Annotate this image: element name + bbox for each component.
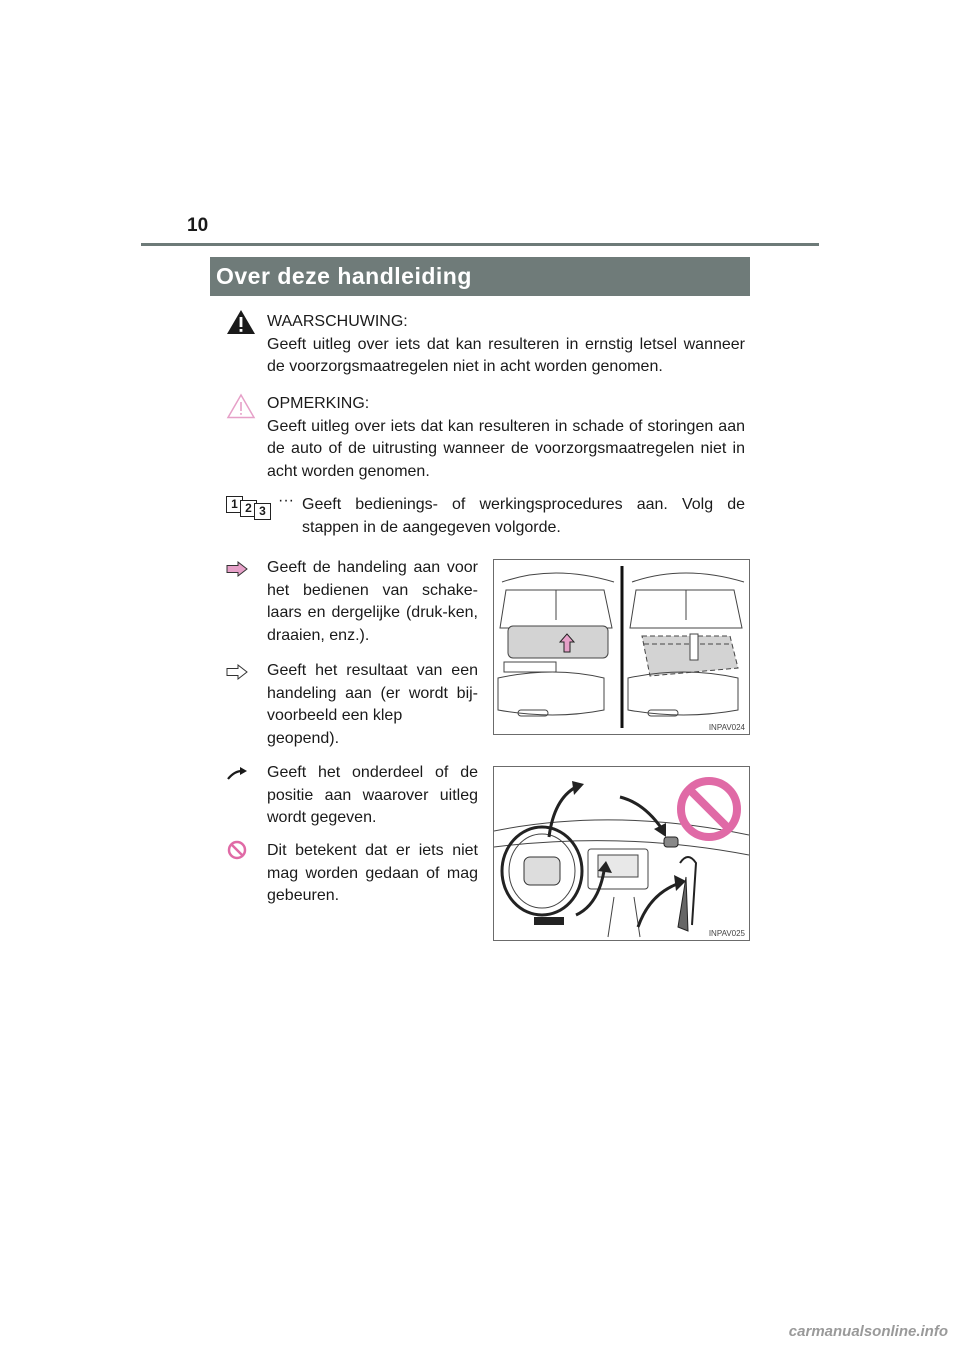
steps-text: Geeft bedienings- of werkingsprocedures aan. Volg de stappen in de aangegeven volgorde. <box>302 496 745 536</box>
operation-text: Geeft de handeling aan voor het bedienen van schake-laars en dergelijke (druk-ken, draaien, enz.). <box>267 559 478 644</box>
overhead-console-illustration <box>494 560 749 734</box>
location-text: Geeft het onderdeel of de positie aan waarover uitleg wordt gegeven. <box>267 764 478 826</box>
result-text-line-2: handeling aan (er wordt bij- <box>267 684 478 702</box>
dashboard-figure <box>493 766 750 941</box>
result-text-line-4: geopend). <box>267 729 340 747</box>
warning-block <box>267 311 745 379</box>
result-text-line-3: voorbeeld een klep <box>267 707 403 724</box>
warning-title: WAARSCHUWING: <box>267 313 408 330</box>
location-pointer-icon <box>226 766 248 780</box>
warning-triangle-icon <box>226 309 256 335</box>
steps-dots: ··· <box>278 492 294 509</box>
step-badge-2: 2 <box>240 500 257 517</box>
step-badge-3: 3 <box>254 503 271 520</box>
dashboard-illustration <box>494 767 749 940</box>
notice-block <box>267 393 745 483</box>
notice-text: Geeft uitleg over iets dat kan resulteren in schade of storingen aan de auto of de uitrusting wanneer de voorzorgsmaatregelen niet in acht worden genomen. <box>267 417 745 480</box>
result-text-line-1: Geeft het resultaat van een <box>267 662 478 679</box>
page-number: 10 <box>187 215 209 236</box>
prohibited-icon <box>227 840 247 860</box>
prohibited-text: Dit betekent dat er iets niet mag worden gedaan of mag gebeuren. <box>267 842 478 904</box>
figure-1-label: INPAV024 <box>708 723 745 732</box>
header-rule <box>141 243 819 246</box>
notice-title: OPMERKING: <box>267 395 370 412</box>
caution-triangle-outline-icon <box>226 393 256 419</box>
figure-2-label: INPAV025 <box>708 929 745 938</box>
result-arrow-icon <box>226 664 248 680</box>
step-badge-1: 1 <box>226 496 243 513</box>
footer-watermark: carmanualsonline.info <box>788 1323 948 1340</box>
section-title: Over deze handleiding <box>216 263 472 289</box>
result-block <box>267 660 478 750</box>
warning-text: Geeft uitleg over iets dat kan resulteren in ernstig letsel wanneer de voorzorgsmaatregelen niet in acht worden genomen. <box>267 335 745 375</box>
overhead-console-figure <box>493 559 750 735</box>
operation-arrow-icon <box>226 561 248 577</box>
